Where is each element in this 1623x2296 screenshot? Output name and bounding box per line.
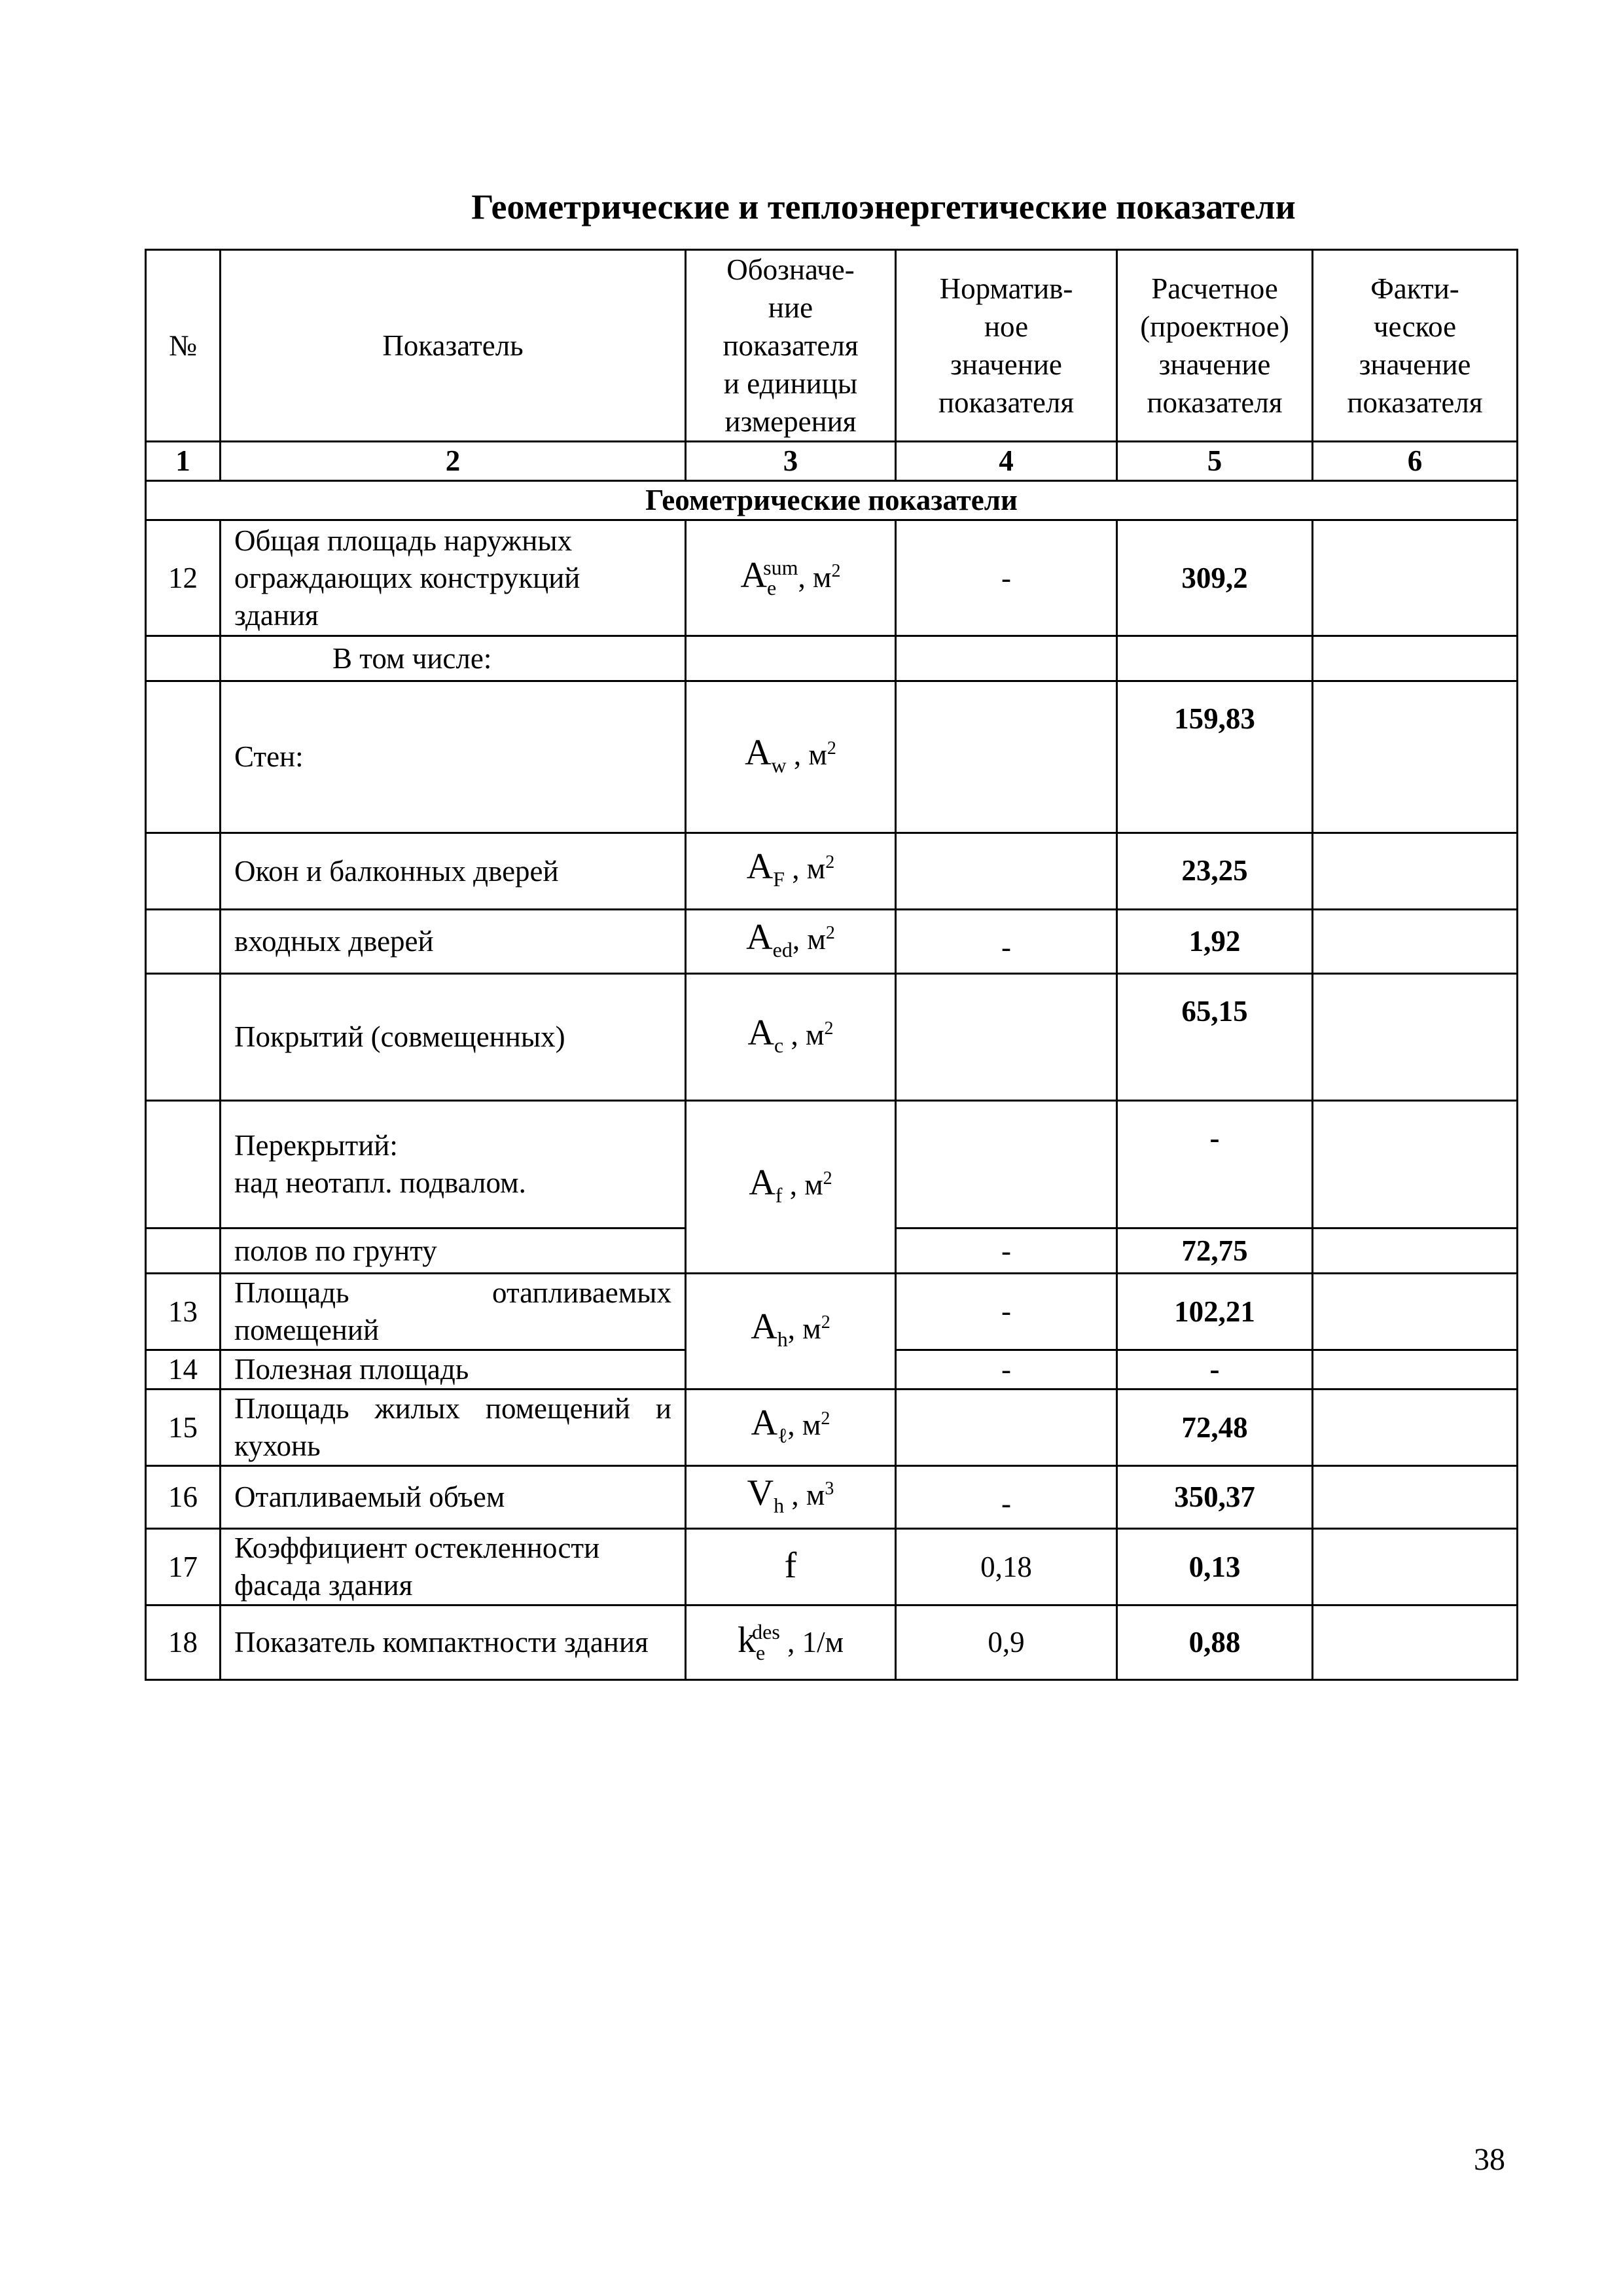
indicator-name: Перекрытий: над неотапл. подвалом. [221,1101,686,1229]
column-number: 4 [896,442,1117,481]
indicator-name: полов по грунту [221,1229,686,1274]
symbol-unit [782,1168,832,1201]
indicator-name: Покрытий (совмещенных) [221,974,686,1101]
indicator-name: Отапливаемый объем [221,1466,686,1529]
unit-text: , м [783,1018,825,1051]
calculated-value: 0,13 [1117,1529,1313,1605]
indicator-name: входных дверей [221,910,686,974]
symbol-unit [787,1408,830,1441]
column-number: 3 [686,442,896,481]
normative-value: - [896,1229,1117,1274]
symbol-notation [751,1306,830,1352]
actual-value [1313,910,1518,974]
symbol-base: A [745,732,772,773]
symbol-subscript: ℓ [777,1424,788,1448]
normative-value [896,833,1117,910]
actual-value [1313,636,1518,681]
symbol-base: A [746,916,773,958]
unit-text: , 1/м [779,1625,844,1659]
symbol-subscript: h [777,1327,788,1352]
calculated-value: - [1117,1101,1313,1229]
normative-value: - [896,1274,1117,1350]
row-number: 12 [146,520,221,636]
unit-exponent: 2 [831,561,841,582]
table-row [146,681,1518,833]
indicator-symbol [686,636,896,681]
row-number [146,1101,221,1229]
normative-value: - [896,910,1117,974]
calculated-value: 72,75 [1117,1229,1313,1274]
column-number: 5 [1117,442,1313,481]
indicator-name: Показатель компактности здания [221,1605,686,1680]
row-number: 15 [146,1390,221,1466]
actual-value [1313,833,1518,910]
calculated-value: 72,48 [1117,1390,1313,1466]
normative-value [896,1101,1117,1229]
symbol-base: A [749,1162,776,1203]
header-symbol: Обозначе- ние показателя и единицы измерения [686,250,896,442]
indicator-symbol [686,1466,896,1529]
indicator-symbol [686,910,896,974]
symbol-notation [746,916,835,962]
symbol-unit [788,1312,830,1345]
symbol-base: A [751,1306,777,1348]
symbol-notation [737,1619,844,1664]
normative-value: - [896,1350,1117,1390]
table-row [146,1390,1518,1466]
unit-text: , м [798,561,832,594]
symbol-base: A [740,555,767,596]
column-numbers-row [146,442,1518,481]
unit-text: , м [787,1408,821,1442]
actual-value [1313,974,1518,1101]
row-number [146,681,221,833]
indicator-name: В том числе: [221,636,686,681]
calculated-value: 65,15 [1117,974,1313,1101]
indicator-name: Окон и балконных дверей [221,833,686,910]
symbol-base: A [746,846,774,888]
symbol-base: f [784,1545,797,1586]
symbol-notation [751,1403,830,1448]
unit-text: , м [782,1168,823,1201]
calculated-value: 350,37 [1117,1466,1313,1529]
symbol-notation [746,846,835,891]
unit-text: , м [786,738,827,771]
indicator-symbol [686,1390,896,1466]
symbol-subscript: F [773,867,785,891]
row-number [146,636,221,681]
calculated-value: 159,83 [1117,681,1313,833]
header-actual: Факти- ческое значение показателя [1313,250,1518,442]
table-row [146,910,1518,974]
symbol-unit [785,852,834,885]
calculated-value: 309,2 [1117,520,1313,636]
header-calculated: Расчетное (проектное) значение показателя [1117,250,1313,442]
indicator-symbol [686,1529,896,1605]
normative-value: 0,18 [896,1529,1117,1605]
unit-exponent: 2 [824,1018,834,1039]
calculated-value: - [1117,1350,1313,1390]
header-number: № [146,250,221,442]
symbol-superscript: sum [763,555,798,579]
actual-value [1313,1390,1518,1466]
column-number: 6 [1313,442,1518,481]
symbol-unit [780,1626,844,1659]
symbol-superscript: des [752,1620,780,1644]
indicator-name: Стен: [221,681,686,833]
unit-exponent: 2 [825,922,835,943]
indicator-symbol [686,520,896,636]
symbol-unit [787,738,836,771]
row-number: 13 [146,1274,221,1350]
indicators-table [145,249,1518,1681]
actual-value [1313,1605,1518,1680]
normative-value: 0,9 [896,1605,1117,1680]
symbol-unit [783,1018,833,1051]
row-number [146,1229,221,1274]
unit-text: , м [785,852,826,886]
indicator-name: Площадь жилых помещений и кухонь [221,1390,686,1466]
header-indicator: Показатель [221,250,686,442]
symbol-subscript: e [755,1640,766,1664]
symbol-base: A [747,1012,774,1053]
header-row [146,250,1518,442]
section-row [146,481,1518,520]
table-row [146,1529,1518,1605]
table-row [146,520,1518,636]
symbol-base: A [751,1403,778,1444]
actual-value [1313,1229,1518,1274]
symbol-notation [745,732,836,778]
normative-value [896,681,1117,833]
symbol-notation [747,1012,834,1058]
unit-text: , м [792,922,826,956]
unit-text: , м [784,1478,825,1511]
table-row [146,833,1518,910]
symbol-subscript: c [774,1033,784,1058]
indicator-symbol [686,833,896,910]
table-row [146,1466,1518,1529]
column-number: 1 [146,442,221,481]
table-row [146,974,1518,1101]
calculated-value: 102,21 [1117,1274,1313,1350]
indicator-name: Общая площадь наружных ограждающих конструкций здания [221,520,686,636]
table-row [146,1274,1518,1350]
header-normative: Норматив- ное значение показателя [896,250,1117,442]
symbol-subscript: f [775,1183,783,1208]
row-number: 18 [146,1605,221,1680]
symbol-unit [793,923,835,956]
symbol-base: k [737,1619,756,1660]
symbol-notation [749,1162,832,1208]
symbol-base: V [747,1472,774,1513]
row-number: 16 [146,1466,221,1529]
normative-value [896,1390,1117,1466]
symbol-notation [747,1472,834,1518]
indicator-symbol [686,1274,896,1390]
indicator-symbol [686,1605,896,1680]
symbol-unit [784,1479,834,1511]
actual-value [1313,1274,1518,1350]
symbol-subscript: e [766,576,777,600]
symbol-subscript: h [774,1494,785,1518]
actual-value [1313,1350,1518,1390]
symbol-subscript: w [771,753,787,778]
normative-value [896,974,1117,1101]
indicator-symbol [686,681,896,833]
normative-value: - [896,520,1117,636]
indicator-symbol [686,1101,896,1274]
unit-exponent: 2 [821,1312,830,1333]
page-number: 38 [1474,2142,1505,2177]
unit-exponent: 2 [825,852,835,873]
table-row [146,1101,1518,1229]
indicator-name: Коэффициент остекленности фасада здания [221,1529,686,1605]
actual-value [1313,1529,1518,1605]
calculated-value [1117,636,1313,681]
indicator-symbol [686,974,896,1101]
table-row [146,1605,1518,1680]
symbol-notation [785,1545,797,1586]
symbol-subscript: ed [772,938,793,962]
calculated-value: 1,92 [1117,910,1313,974]
row-number: 17 [146,1529,221,1605]
unit-exponent: 2 [827,738,836,759]
row-number: 14 [146,1350,221,1390]
row-number [146,910,221,974]
indicator-name: Полезная площадь [221,1350,686,1390]
page-title: Геометрические и теплоэнергетические показатели [471,187,1296,226]
normative-value: - [896,1466,1117,1529]
calculated-value: 0,88 [1117,1605,1313,1680]
unit-exponent: 2 [821,1408,830,1429]
symbol-unit [798,561,841,594]
section-title: Геометрические показатели [146,481,1518,520]
normative-value [896,636,1117,681]
unit-exponent: 2 [823,1168,832,1189]
calculated-value: 23,25 [1117,833,1313,910]
unit-exponent: 3 [825,1478,834,1499]
row-number [146,833,221,910]
actual-value [1313,681,1518,833]
indicator-name: Площадь отапливаемых помещений [221,1274,686,1350]
unit-text: , м [787,1312,821,1346]
symbol-notation [740,555,841,600]
table-row [146,636,1518,681]
actual-value [1313,1466,1518,1529]
column-number: 2 [221,442,686,481]
actual-value [1313,1101,1518,1229]
row-number [146,974,221,1101]
actual-value [1313,520,1518,636]
